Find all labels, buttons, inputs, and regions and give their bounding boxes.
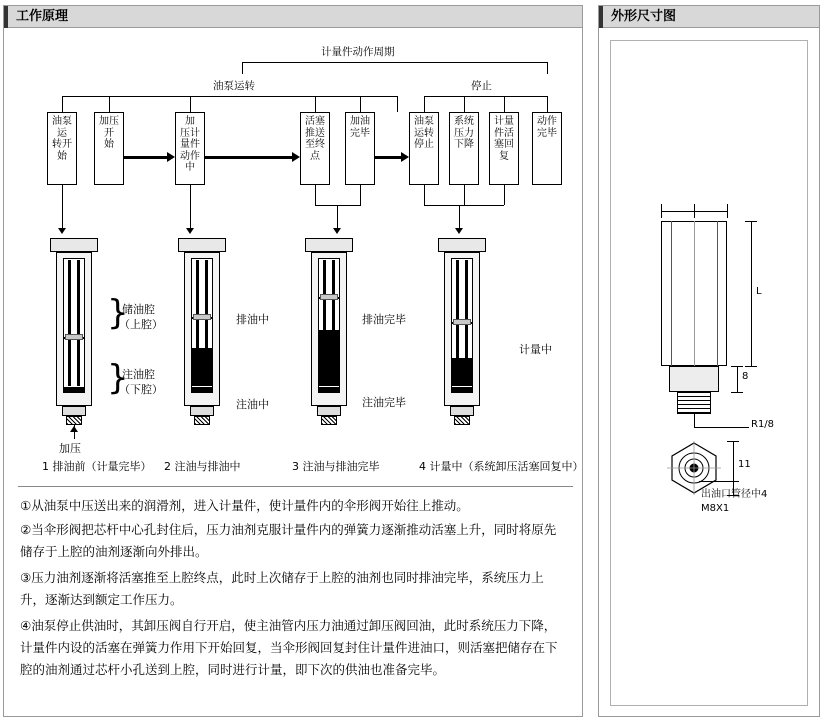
v4-thread — [454, 416, 470, 425]
flow-drop-3a — [315, 185, 316, 205]
flow-drop-3c — [337, 205, 338, 230]
flow-top-bracket — [242, 62, 547, 63]
dim-L-tick-bottom — [745, 366, 757, 367]
working-principle-panel — [3, 5, 583, 717]
flow-right-bracket-a — [424, 96, 425, 112]
v2-upper-chamber — [191, 258, 213, 318]
flow-drop-4a — [424, 185, 425, 205]
dimension-drawing-frame — [610, 40, 808, 706]
flow-drop-4d — [459, 205, 460, 230]
flow-arrowhead-1 — [167, 152, 175, 162]
v1-lower-label: 注油腔 — [122, 368, 155, 381]
v3-thread — [321, 416, 337, 425]
v2-port — [190, 406, 214, 416]
v3-seat — [318, 388, 340, 393]
dimension-drawing-title: 外形尺寸图 — [599, 6, 819, 28]
dim-top-tick-m — [694, 204, 695, 218]
v2-cap — [178, 238, 226, 252]
dim-8-label: 8 — [742, 371, 749, 382]
flow-box-4: 活塞 推送 至终 点 — [300, 112, 330, 185]
v1-cap — [50, 238, 98, 252]
valve-body-edge-1 — [671, 221, 672, 366]
flow-left-bracket-e — [360, 96, 361, 112]
flow-left-bracket — [62, 96, 397, 97]
valve-figure-1 — [44, 238, 104, 428]
flow-cycle-label: 计量件动作周期 — [321, 46, 395, 58]
flow-top-bracket-right — [547, 62, 548, 74]
flow-drop-arrow-3 — [333, 228, 341, 234]
v2-thread — [194, 416, 210, 425]
flow-arrow-2 — [205, 156, 292, 159]
flow-box-1: 油泵 运 转开 始 — [47, 112, 77, 185]
flow-drop-3b — [360, 185, 361, 205]
v1-upper-chamber — [63, 258, 85, 338]
v1-bottom-label: 加压 — [59, 442, 81, 455]
dim-top-tick-r — [727, 204, 728, 218]
v1-piston — [65, 334, 83, 340]
v2-fill-oil — [192, 348, 212, 386]
valve-figure-2 — [172, 238, 232, 428]
dim-11-tick-top — [727, 441, 739, 442]
v1-lower-label2: （下腔） — [119, 383, 163, 396]
figure-caption-3: 3 注油与排油完毕 — [292, 460, 380, 473]
content-divider — [18, 486, 573, 487]
flow-drop-arrow-1 — [58, 228, 66, 234]
flow-box-9: 动作 完毕 — [532, 112, 562, 185]
dim-11-label: 11 — [738, 459, 751, 470]
figure-caption-2: 2 注油与排油中 — [164, 460, 241, 473]
flow-arrow-1 — [124, 156, 167, 159]
v1-stem-2 — [77, 260, 80, 386]
flow-drop-4c — [504, 185, 505, 205]
flow-box-7: 系统 压力 下降 — [449, 112, 479, 185]
v1-inlet-arrow — [70, 426, 78, 432]
v4-port — [450, 406, 474, 416]
v2-piston — [193, 314, 211, 320]
flow-box-6: 油泵 运转 停止 — [409, 112, 439, 185]
v1-stem — [68, 260, 71, 386]
v4-cap — [438, 238, 486, 252]
title-accent-bar — [4, 6, 8, 28]
v1-seat — [63, 388, 85, 393]
thread-top-label: M8X1 — [701, 503, 730, 514]
flow-left-bracket-b — [109, 96, 110, 112]
paragraph-2: ②当伞形阀把芯杆中心孔封住后，压力油剂克服计量件内的弹簧力逐渐推动活塞上升，同时将原先储存于上腔的油剂逐渐向外排出。 — [20, 522, 557, 559]
flow-drop-4b — [464, 185, 465, 205]
v3-fill-oil — [319, 330, 339, 386]
v2-right-label2: 注油中 — [236, 398, 269, 411]
flow-arrow-3 — [375, 156, 401, 159]
flow-left-bracket-c — [190, 96, 191, 112]
flow-left-bracket-d — [315, 96, 316, 112]
v3-right-label2: 注油完毕 — [362, 396, 406, 409]
flow-top-bracket-left — [242, 62, 243, 74]
v1-port — [62, 406, 86, 416]
v3-piston — [320, 294, 338, 300]
v1-upper-label: 储油腔 — [122, 303, 155, 316]
dim-L-label: L — [756, 286, 762, 297]
dim-top-tick-l — [661, 204, 662, 218]
flow-drop-arrow-2 — [186, 228, 194, 234]
flow-arrowhead-3 — [401, 152, 409, 162]
flow-drop-arrow-4 — [455, 228, 463, 234]
dim-L-tick-top — [745, 221, 757, 222]
v1-thread — [66, 416, 82, 425]
dim-L-line — [751, 221, 752, 366]
v2-right-label: 排油中 — [236, 313, 269, 326]
v1-lower-brace: } — [107, 358, 129, 398]
dim-r18-label: R1/8 — [751, 419, 775, 430]
v4-fill-oil — [452, 358, 472, 386]
paragraph-4: ④油泵停止供油时，其卸压阀自行开启，使主油管内压力油通过卸压阀回油，此时系统压力下降，计量件内设的活塞在弹簧力作用下开始回复，当伞形阀回复封住计量件进油口，则活塞把储存在下腔的油剂通过芯杆小孔送到上腔，同时进行计量，即下次的供油也准备完毕。 — [20, 618, 558, 677]
dim-8-line — [737, 366, 738, 392]
flow-left-bracket-f — [397, 96, 398, 112]
flow-left-bracket-a — [62, 96, 63, 112]
v1-upper-brace: } — [107, 293, 129, 333]
flow-drop-4-join — [424, 205, 504, 206]
v4-piston — [453, 319, 471, 325]
flow-phase-stop: 停止 — [471, 80, 492, 92]
v3-right-label: 排油完毕 — [362, 313, 406, 326]
flow-drop-1 — [62, 185, 63, 230]
dim-8-tick-top — [731, 366, 743, 367]
flow-box-5: 加油 完毕 — [345, 112, 375, 185]
v2-seat — [191, 388, 213, 393]
flow-right-bracket-b — [464, 96, 465, 112]
v3-cap — [305, 238, 353, 252]
v3-port — [317, 406, 341, 416]
valve-body-centerline — [694, 221, 695, 366]
v1-lower-chamber — [63, 338, 85, 388]
valve-figure-3 — [299, 238, 359, 428]
flow-right-bracket — [424, 96, 547, 97]
dimension-drawing-panel — [598, 5, 820, 717]
figure-caption-4: 4 计量中（系统卸压活塞回复中） — [419, 460, 584, 473]
valve-thread-stub — [677, 392, 711, 414]
paragraph-1: ①从油泵中压送出来的润滑剂，进入计量件，使计量件内的伞形阀开始往上推动。 — [20, 498, 469, 513]
v3-upper-chamber — [318, 258, 340, 298]
flow-arrowhead-2 — [292, 152, 300, 162]
flow-drop-3-join — [315, 205, 361, 206]
dim-r18-leader-v — [694, 413, 695, 427]
valve-figure-4 — [432, 238, 492, 428]
dim-r18-leader — [694, 427, 749, 428]
flow-box-8: 计量 件活 塞回 复 — [489, 112, 519, 185]
v4-right-label: 计量中 — [519, 343, 552, 356]
paragraph-3: ③压力油剂逐渐将活塞推至上腔终点，此时上次储存于上腔的油剂也同时排油完毕，系统压力上升，逐渐达到额定工作压力。 — [20, 570, 544, 607]
working-principle-title: 工作原理 — [4, 6, 582, 28]
flow-box-3: 加 压计 量件 动作 中 — [175, 112, 205, 185]
flow-phase-pump-running: 油泵运转 — [213, 80, 255, 92]
figure-caption-1: 1 排油前（计量完毕） — [42, 460, 152, 473]
flow-drop-2 — [190, 185, 191, 230]
valve-body-edge-2 — [717, 221, 718, 366]
flow-right-bracket-d — [547, 96, 548, 112]
valve-shoulder — [669, 366, 719, 392]
outlet-label: 出油口管径中4 — [701, 489, 768, 500]
flow-box-2: 加压 开 始 — [94, 112, 124, 185]
flow-right-bracket-c — [504, 96, 505, 112]
right-title-accent-bar — [599, 6, 603, 28]
v1-upper-label2: （上腔） — [119, 318, 163, 331]
v4-upper-chamber — [451, 258, 473, 323]
v4-seat — [451, 388, 473, 393]
outlet-leader — [699, 481, 739, 482]
dim-8-tick-bottom — [731, 392, 743, 393]
